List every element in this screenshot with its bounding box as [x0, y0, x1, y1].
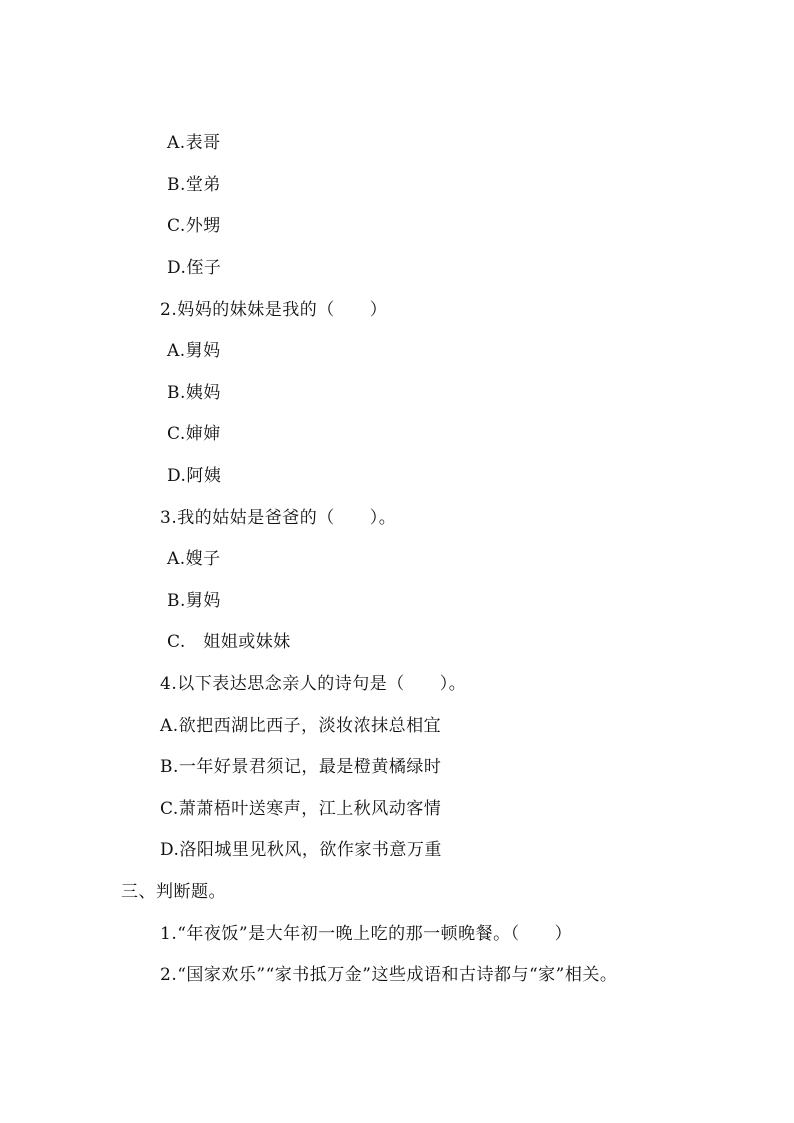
q2-option-b: B.姨妈	[167, 383, 221, 403]
q4-option-a: A.欲把西湖比西子，淡妆浓抹总相宜	[160, 716, 442, 736]
q1-option-c: C.外甥	[167, 216, 221, 236]
section-heading-judgment: 三、判断题。	[121, 882, 226, 902]
question-3: 3.我的姑姑是爸爸的（ ）。	[160, 508, 397, 528]
q2-option-c: C.婶婶	[167, 424, 221, 444]
question-2: 2.妈妈的妹妹是我的（ ）	[160, 300, 388, 320]
q3-option-a: A.嫂子	[167, 549, 221, 569]
q4-option-c: C.萧萧梧叶送寒声，江上秋风动客情	[160, 799, 442, 819]
q1-option-a: A.表哥	[167, 133, 221, 153]
q1-option-b: B.堂弟	[167, 175, 221, 195]
q1-option-d: D.侄子	[167, 258, 222, 278]
q3-option-b: B.舅妈	[167, 591, 221, 611]
q4-option-b: B.一年好景君须记，最是橙黄橘绿时	[160, 757, 442, 777]
judgment-1: 1.“年夜饭”是大年初一晚上吃的那一顿晚餐。（ ）	[160, 924, 573, 944]
question-4: 4.以下表达思念亲人的诗句是（ ）。	[160, 674, 467, 694]
q2-option-a: A.舅妈	[167, 341, 221, 361]
q3-option-c: C. 姐姐或妹妹	[167, 632, 291, 652]
q4-option-d: D.洛阳城里见秋风，欲作家书意万重	[160, 840, 442, 860]
q2-option-d: D.阿姨	[167, 466, 222, 486]
judgment-2: 2.“国家欢乐”“家书抵万金”这些成语和古诗都与“家”相关。	[160, 965, 618, 985]
